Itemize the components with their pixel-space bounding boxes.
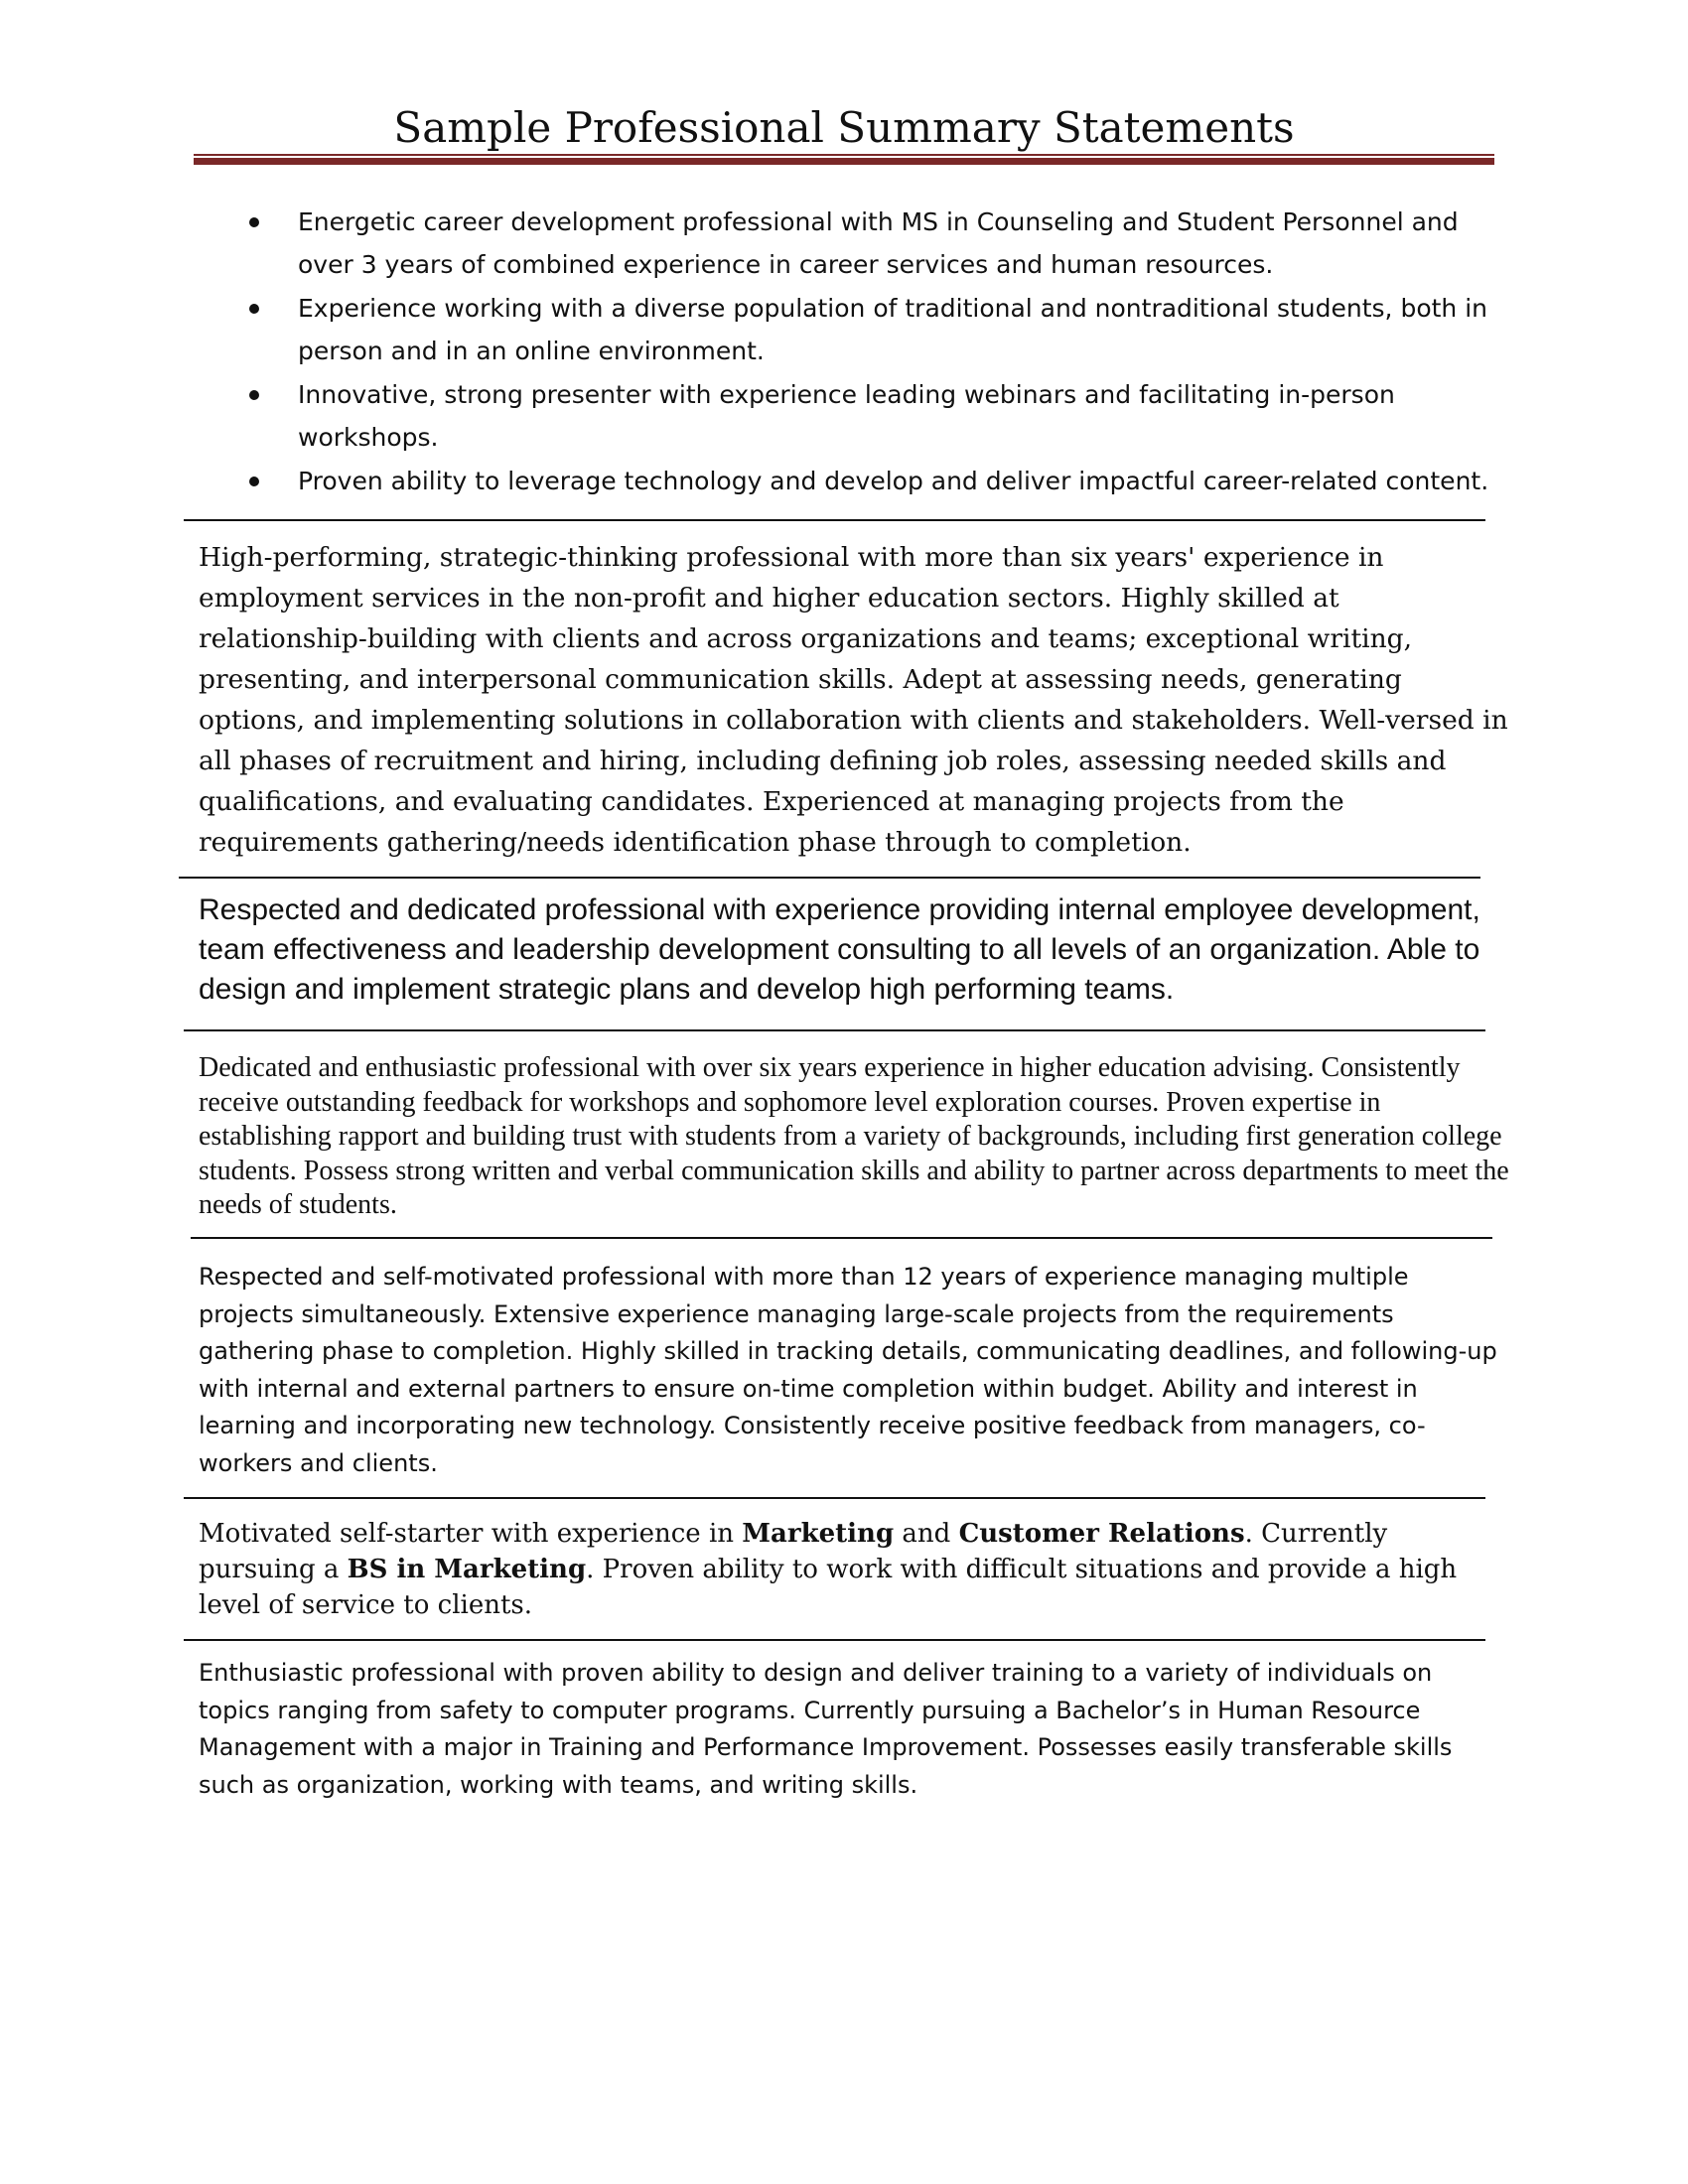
summary-5-text: and bbox=[894, 1519, 959, 1549]
bullet-item bbox=[194, 287, 1504, 372]
bullet-icon bbox=[249, 217, 259, 227]
section-divider bbox=[184, 1639, 1485, 1641]
bullet-text: Energetic career development professional with MS in Counseling and Student Personnel and over 3 years of combined experience in career services and human resources. bbox=[298, 207, 1459, 279]
bullet-item bbox=[194, 373, 1504, 459]
summary-statement-3: Dedicated and enthusiastic professional with over six years experience in higher education advising. Consistently receive outstanding feedback for workshops and sophomore level exploration courses. Proven expertise in establishing rapport and building trust with students from a variety of backgrounds, including first generation college students. Possess strong written and verbal communication skills and ability to partner across departments to meet the needs of students. bbox=[199, 1052, 1509, 1220]
summary-statement-2: Respected and dedicated professional with experience providing internal employee development, team effectiveness and leadership development consulting to all levels of an organization. Able to design and implement strategic plans and develop high performing teams. bbox=[199, 893, 1480, 1006]
section-divider bbox=[184, 1029, 1485, 1031]
summary-statement-6: Enthusiastic professional with proven ability to design and deliver training to a variety of individuals on topics ranging from safety to computer programs. Currently pursuing a Bachelor’s in Human Resource Management with a major in Training and Performance Improvement. Possesses easily transferable skills such as organization, working with teams, and writing skills. bbox=[199, 1659, 1453, 1799]
summary-statement-1: High-performing, strategic-thinking professional with more than six years' experience in employment services in the non-profit and higher education sectors. Highly skilled at relationship-building with clients and across organizations and teams; exceptional writing, presenting, and interpersonal communication skills. Adept at assessing needs, generating options, and implementing solutions in collaboration with clients and stakeholders. Well-versed in all phases of recruitment and hiring, including defining job roles, assessing needed skills and qualifications, and evaluating candidates. Experienced at managing projects from the requirements gathering/needs identification phase through to completion. bbox=[199, 542, 1508, 858]
section-divider bbox=[184, 1497, 1485, 1499]
bullet-item bbox=[194, 460, 1504, 502]
bullet-text: Proven ability to leverage technology and develop and deliver impactful career-related content. bbox=[298, 467, 1489, 495]
summary-bullet-list bbox=[194, 201, 1504, 503]
bullet-icon bbox=[249, 477, 259, 486]
bullet-item bbox=[194, 201, 1504, 286]
bullet-text: Experience working with a diverse population of traditional and nontraditional students, both in person and in an online environment. bbox=[298, 294, 1487, 365]
title-divider-thin bbox=[194, 154, 1494, 156]
summary-5-bold-marketing: Marketing bbox=[742, 1519, 895, 1549]
bullet-icon bbox=[249, 390, 259, 400]
summary-statement-4: Respected and self-motivated professional with more than 12 years of experience managing multiple projects simultaneously. Extensive experience managing large-scale projects from the requirements gathering phase to completion. Highly skilled in tracking details, communicating deadlines, and following-up with internal and external partners to ensure on-time completion within budget. Ability and interest in learning and incorporating new technology. Consistently receive positive feedback from managers, co-workers and clients. bbox=[199, 1263, 1497, 1477]
section-divider bbox=[184, 519, 1485, 521]
section-divider bbox=[179, 877, 1480, 879]
page-title: Sample Professional Summary Statements bbox=[393, 103, 1295, 152]
title-divider-thick bbox=[194, 158, 1494, 165]
bullet-icon bbox=[249, 304, 259, 314]
summary-statement-5 bbox=[199, 1516, 1509, 1623]
summary-5-bold-bs-marketing: BS in Marketing bbox=[347, 1555, 587, 1584]
summary-5-text: . Proven ability to work with difficult situations and provide a high level of service to clients. bbox=[199, 1555, 1458, 1620]
summary-5-bold-customer-relations: Customer Relations bbox=[958, 1519, 1245, 1549]
bullet-text: Innovative, strong presenter with experience leading webinars and facilitating in-person workshops. bbox=[298, 380, 1395, 452]
summary-5-text: . Currently pursuing a bbox=[199, 1519, 1388, 1584]
summary-5-text: Motivated self-starter with experience in bbox=[199, 1519, 743, 1549]
section-divider bbox=[191, 1237, 1492, 1239]
